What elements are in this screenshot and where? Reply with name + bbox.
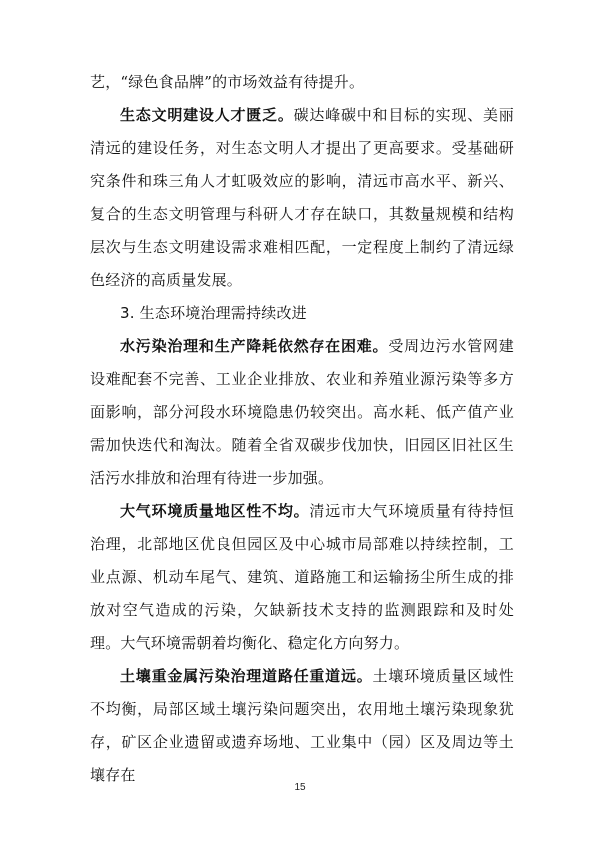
paragraph-talent-shortage (90, 99, 514, 297)
section-heading: 3. 生态环境治理需持续改进 (120, 304, 307, 322)
paragraph-lead: 水污染治理和生产降耗依然存在困难。 (120, 337, 389, 355)
paragraph-water-pollution (90, 330, 514, 495)
paragraph-body: 碳达峰碳中和目标的实现、美丽清远的建设任务，对生态文明人才提出了更高要求。受基础研究条件和珠三角人才虹吸效应的影响，清远市高水平、新兴、复合的生态文明管理与科研人才存在缺口，其数量规模和结构层次与生态文明建设需求难相匹配，一定程度上制约了清远绿色经济的高质量发展。 (90, 106, 515, 289)
paragraph-body: 艺，“绿色食品牌”的市场效益有待提升。 (90, 73, 365, 91)
body-text (90, 66, 514, 792)
paragraph-air-quality (90, 495, 514, 660)
paragraph-body: 受周边污水管网建设难配套不完善、工业企业排放、农业和养殖业源污染等多方面影响，部分河段水环境隐患仍较突出。高水耗、低产值产业需加快迭代和淘汰。随着全省双碳步伐加快，旧园区旧社区生活污水排放和治理有待进一步加强。 (90, 337, 514, 487)
paragraph-continuation (90, 66, 514, 99)
paragraph-lead: 土壤重金属污染治理道路任重道远。 (120, 667, 373, 685)
paragraph-body: 清远市大气环境质量有待持恒治理，北部地区优良但园区及中心城市局部难以持续控制，工业点源、机动车尾气、建筑、道路施工和运输扬尘所生成的排放对空气造成的污染，欠缺新技术支持的监测跟踪和及时处理。大气环境需朝着均衡化、稳定化方向努力。 (90, 502, 514, 652)
page-number: 15 (294, 782, 306, 793)
paragraph-body: 土壤环境质量区域性不均衡，局部区域土壤污染问题突出，农用地土壤污染现象犹存，矿区企业遗留或遗弃场地、工业集中（园）区及周边等土壤存在 (90, 667, 514, 784)
paragraph-lead: 大气环境质量地区性不均。 (120, 502, 310, 520)
paragraph-lead: 生态文明建设人才匮乏。 (120, 106, 294, 124)
paragraph-soil-pollution (90, 660, 514, 792)
